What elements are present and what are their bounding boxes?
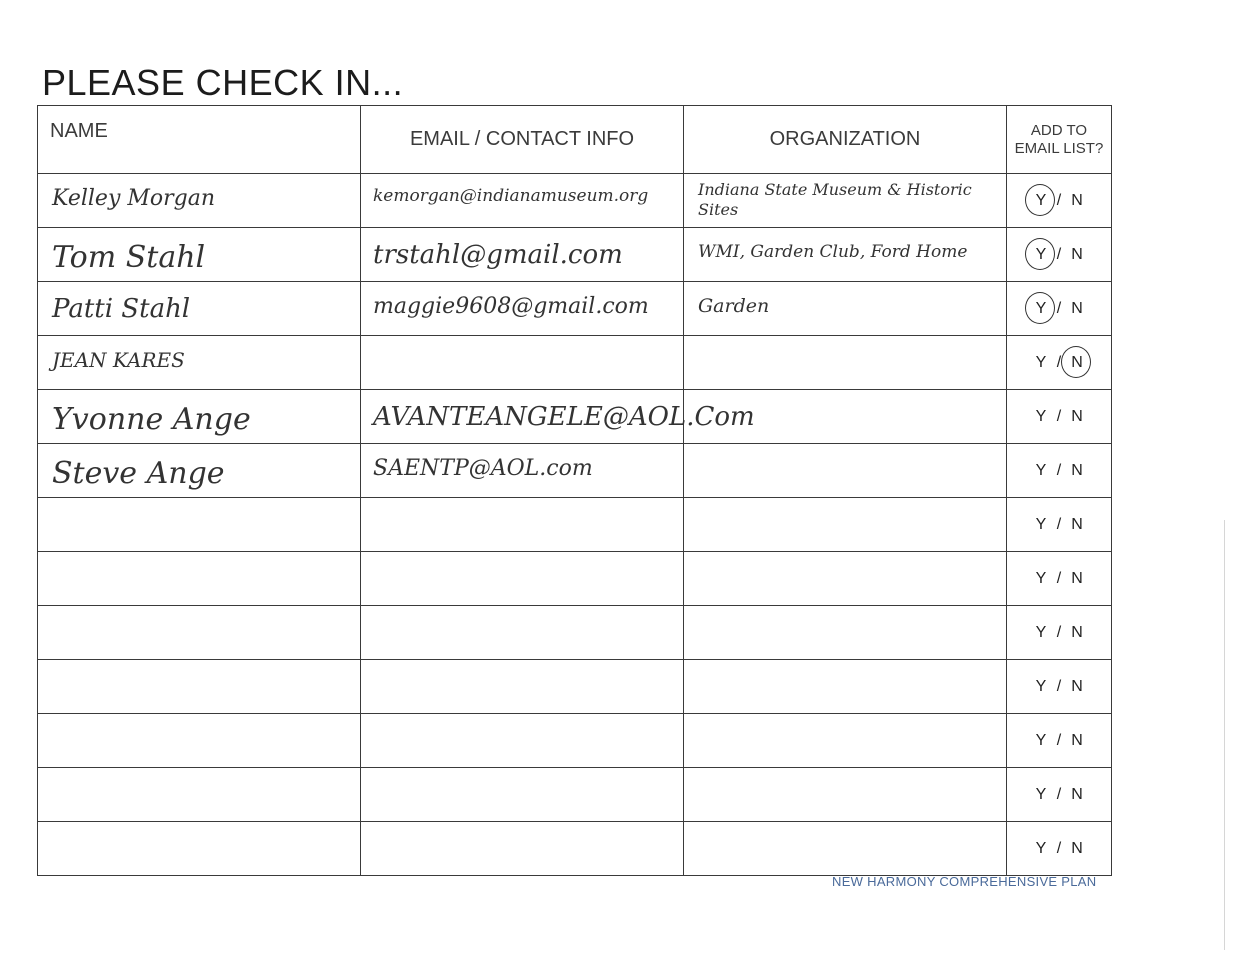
option-separator: / (1056, 839, 1062, 857)
yes-option[interactable]: Y (1035, 785, 1047, 803)
email-cell[interactable] (361, 552, 684, 606)
table-row (38, 660, 1112, 714)
page-title: PLEASE CHECK IN... (42, 62, 404, 103)
option-separator: / (1056, 191, 1062, 209)
yes-option[interactable]: Y (1035, 623, 1047, 641)
option-separator: / (1056, 407, 1062, 425)
option-separator: / (1056, 461, 1062, 479)
no-option[interactable]: N (1071, 461, 1083, 479)
no-option[interactable]: N (1071, 785, 1083, 803)
option-separator: / (1056, 785, 1062, 803)
option-separator: / (1056, 515, 1062, 533)
name-cell[interactable] (38, 714, 361, 768)
sign-in-table (37, 105, 1112, 876)
name-cell[interactable] (38, 552, 361, 606)
no-option[interactable]: N (1071, 623, 1083, 641)
name-cell[interactable] (38, 174, 361, 228)
yes-option[interactable]: Y (1035, 677, 1047, 695)
name-cell[interactable] (38, 336, 361, 390)
no-option[interactable]: N (1071, 407, 1083, 425)
email-cell[interactable] (361, 282, 684, 336)
table-row (38, 390, 1112, 444)
email-list-choice[interactable] (1007, 174, 1112, 228)
yes-option[interactable]: Y (1030, 192, 1052, 210)
no-option[interactable]: N (1071, 677, 1083, 695)
column-header-email: EMAIL / CONTACT INFO (361, 106, 684, 174)
table-row (38, 606, 1112, 660)
name-cell[interactable] (38, 498, 361, 552)
table-row (38, 768, 1112, 822)
email-cell[interactable] (361, 444, 684, 498)
email-cell[interactable] (361, 390, 755, 444)
email-cell[interactable] (361, 228, 684, 282)
email-cell[interactable] (361, 336, 684, 390)
name-cell[interactable] (38, 822, 361, 876)
table-row (38, 228, 1112, 282)
column-header-add-to-email-list (1007, 106, 1112, 174)
no-option[interactable]: N (1066, 354, 1088, 372)
email-cell[interactable] (361, 498, 684, 552)
yes-option[interactable]: Y (1030, 300, 1052, 318)
email-cell[interactable] (361, 606, 684, 660)
email-cell[interactable] (361, 768, 684, 822)
column-header-organization: ORGANIZATION (684, 106, 1007, 174)
name-cell[interactable] (38, 660, 361, 714)
organization-cell[interactable] (684, 282, 1007, 336)
name-cell[interactable] (38, 768, 361, 822)
organization-cell[interactable] (684, 444, 1007, 498)
name-value: Patti Stahl (52, 294, 191, 324)
organization-cell[interactable] (684, 822, 1007, 876)
email-list-choice[interactable] (1007, 606, 1112, 660)
organization-cell[interactable] (684, 768, 1007, 822)
table-row (38, 498, 1112, 552)
organization-cell[interactable] (684, 606, 1007, 660)
email-list-choice[interactable] (1007, 822, 1112, 876)
email-list-choice[interactable] (1007, 228, 1112, 282)
no-option[interactable]: N (1071, 515, 1083, 533)
email-cell[interactable] (361, 822, 684, 876)
yes-option[interactable]: Y (1035, 461, 1047, 479)
name-cell[interactable] (38, 228, 361, 282)
table-row (38, 552, 1112, 606)
email-list-choice[interactable] (1007, 768, 1112, 822)
name-cell[interactable] (38, 606, 361, 660)
name-value: JEAN KARES (52, 348, 185, 372)
option-separator: / (1056, 353, 1062, 371)
email-value: AVANTEANGELE@AOL.Com (373, 402, 755, 432)
yes-option[interactable]: Y (1030, 246, 1052, 264)
name-value: Steve Ange (52, 456, 225, 491)
table-body (38, 174, 1112, 876)
name-cell[interactable] (38, 444, 361, 498)
email-value: maggie9608@gmail.com (373, 294, 649, 319)
no-option[interactable]: N (1071, 191, 1083, 209)
organization-cell[interactable] (684, 660, 1007, 714)
option-separator: / (1056, 677, 1062, 695)
option-separator: / (1056, 299, 1062, 317)
email-value: kemorgan@indianamuseum.org (373, 186, 649, 206)
email-list-choice[interactable] (1007, 552, 1112, 606)
table-row (38, 174, 1112, 228)
option-separator: / (1056, 569, 1062, 587)
email-cell[interactable] (361, 660, 684, 714)
add-to-label-line1: ADD TO (1030, 121, 1088, 139)
no-option[interactable]: N (1071, 299, 1083, 317)
add-to-label-line2: EMAIL LIST? (1014, 139, 1104, 157)
email-list-choice[interactable] (1007, 390, 1112, 444)
organization-cell[interactable] (684, 336, 1007, 390)
organization-value: WMI, Garden Club, Ford Home (698, 242, 968, 262)
email-cell[interactable] (361, 174, 684, 228)
organization-cell[interactable] (684, 174, 1007, 228)
table-row (38, 714, 1112, 768)
yes-option[interactable]: Y (1035, 407, 1047, 425)
name-cell[interactable] (38, 282, 361, 336)
yes-option[interactable]: Y (1035, 569, 1047, 587)
footer-text: NEW HARMONY COMPREHENSIVE PLAN (832, 874, 1097, 889)
no-option[interactable]: N (1071, 839, 1083, 857)
option-separator: / (1056, 623, 1062, 641)
no-option[interactable]: N (1071, 245, 1083, 263)
name-cell[interactable] (38, 390, 361, 444)
no-option[interactable]: N (1071, 731, 1083, 749)
name-value: Tom Stahl (52, 240, 206, 275)
option-separator: / (1056, 731, 1062, 749)
name-value: Yvonne Ange (52, 402, 251, 437)
email-list-choice[interactable] (1007, 336, 1112, 390)
organization-value: Indiana State Museum & Historic Sites (698, 180, 972, 219)
email-cell[interactable] (361, 714, 684, 768)
email-value: trstahl@gmail.com (373, 240, 623, 270)
email-list-choice[interactable] (1007, 444, 1112, 498)
table-row (38, 822, 1112, 876)
table-row (38, 444, 1112, 498)
organization-cell[interactable] (684, 552, 1007, 606)
organization-cell[interactable] (684, 498, 1007, 552)
email-list-choice[interactable] (1007, 282, 1112, 336)
yes-option[interactable]: Y (1035, 515, 1047, 533)
scan-edge-line (1224, 520, 1225, 950)
email-value: SAENTP@AOL.com (373, 456, 593, 481)
yes-option[interactable]: Y (1035, 353, 1047, 371)
name-value: Kelley Morgan (52, 186, 216, 211)
organization-cell[interactable] (684, 714, 1007, 768)
organization-cell[interactable] (684, 390, 1007, 444)
table-row (38, 282, 1112, 336)
table-row (38, 336, 1112, 390)
yes-option[interactable]: Y (1035, 839, 1047, 857)
email-list-choice[interactable] (1007, 714, 1112, 768)
organization-cell[interactable] (684, 228, 1007, 282)
yes-option[interactable]: Y (1035, 731, 1047, 749)
option-separator: / (1056, 245, 1062, 263)
no-option[interactable]: N (1071, 569, 1083, 587)
column-header-name: NAME (38, 106, 361, 174)
email-list-choice[interactable] (1007, 660, 1112, 714)
email-list-choice[interactable] (1007, 498, 1112, 552)
header-row (38, 106, 1112, 174)
organization-value: Garden (698, 295, 770, 317)
